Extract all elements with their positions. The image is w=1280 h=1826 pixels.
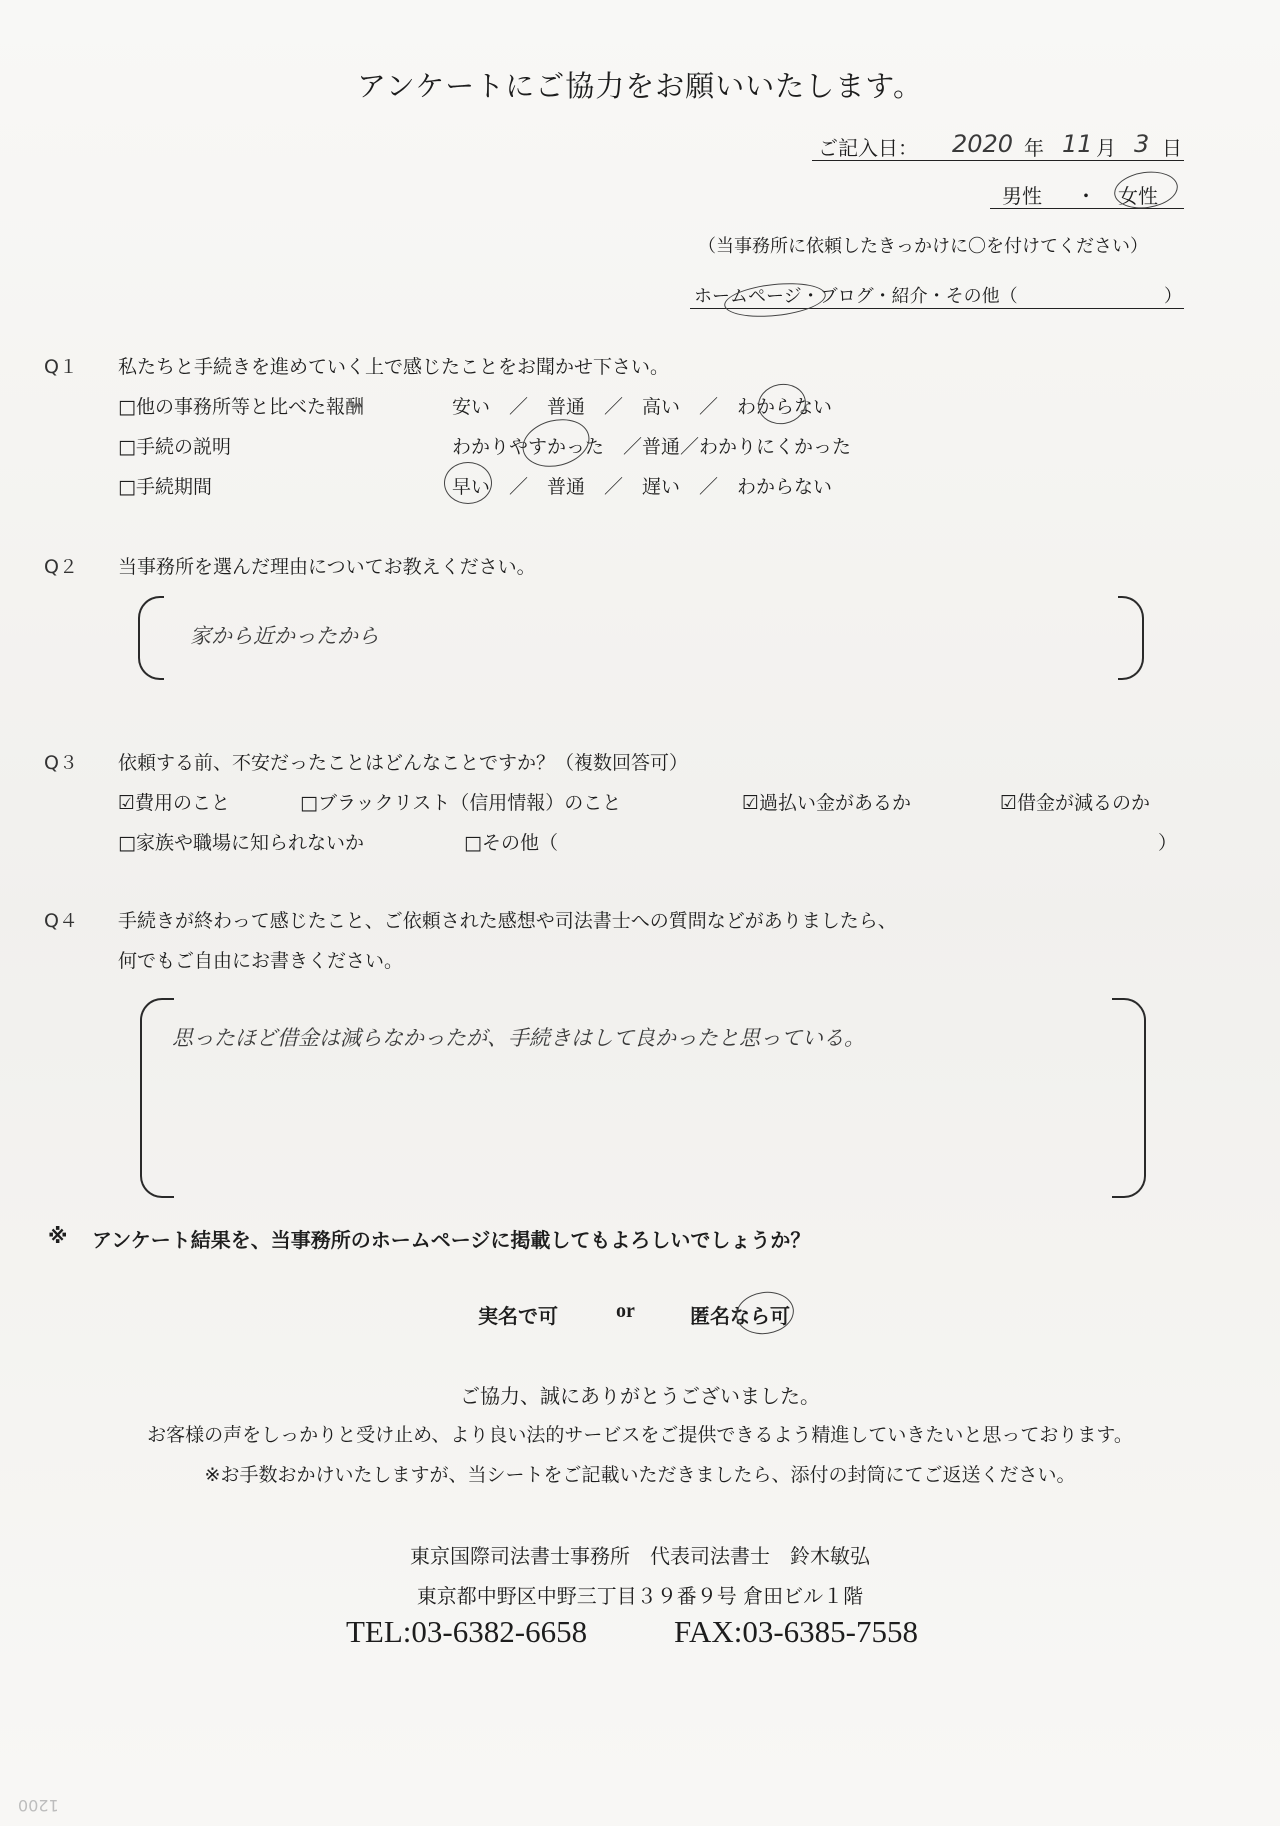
q1-item-explanation[interactable]: □手続の説明 [118, 436, 231, 458]
thanks-line1: ご協力、誠にありがとうございました。 [460, 1384, 820, 1408]
q3-option-overpayment[interactable]: ☑過払い金があるか [742, 792, 912, 814]
office-tel[interactable]: TEL:03-6382-6658 [346, 1614, 588, 1649]
date-year: 2020 [952, 130, 1014, 158]
trigger-note: （当事務所に依頼したきっかけに〇を付けてください） [698, 236, 1148, 257]
date-label: ご記入日： [818, 136, 918, 160]
q4-answer[interactable]: 思ったほど借金は減らなかったが、手続きはして良かったと思っている。 [172, 1026, 865, 1050]
date-month: 11 [1062, 130, 1093, 158]
q3-question: 依頼する前、不安だったことはどんなことですか？（複数回答可） [118, 752, 689, 774]
q1-options-fee[interactable]: 安い ／ 普通 ／ 高い ／ わからない [452, 396, 833, 418]
office-address: 東京都中野区中野三丁目３９番９号 倉田ビル１階 [416, 1584, 864, 1608]
publish-real-name[interactable]: 実名で可 [478, 1304, 558, 1328]
thanks-line3: ※お手数おかけいたしますが、当シートをご記載いただきましたら、添付の封筒にてご返送ください。 [204, 1464, 1076, 1486]
day-unit: 日 [1162, 136, 1182, 160]
q1-options-explanation[interactable]: わかりやすかった ／普通／わかりにくかった [452, 436, 852, 458]
q3-option-blacklist[interactable]: □ブラックリスト（信用情報）のこと [300, 792, 622, 814]
date-row [812, 132, 1184, 161]
trigger-close: ） [1164, 286, 1182, 307]
office-name: 東京国際司法書士事務所 代表司法書士 鈴木敏弘 [410, 1544, 870, 1568]
q1-period-circle-mark [444, 462, 492, 504]
publish-anonymous[interactable]: 匿名なら可 [690, 1304, 790, 1328]
publish-question: アンケート結果を、当事務所のホームページに掲載してもよろしいでしょうか？ [92, 1228, 811, 1252]
q4-question-line2: 何でもご自由にお書きください。 [118, 950, 404, 972]
office-fax[interactable]: FAX:03-6385-7558 [674, 1614, 918, 1649]
gender-male[interactable]: 男性 [1002, 184, 1042, 208]
q4-bracket-left [140, 998, 174, 1198]
q3-label: Q３ [44, 752, 78, 774]
margin-note: 1200 [18, 1796, 59, 1815]
gender-separator: ・ [1076, 184, 1096, 208]
q4-question-line1: 手続きが終わって感じたこと、ご依頼された感想や司法書士への質問などがありましたら、 [118, 910, 897, 932]
q2-answer[interactable]: 家から近かったから [190, 624, 379, 648]
q3-option-family[interactable]: □家族や職場に知られないか [118, 832, 364, 854]
publish-or: or [616, 1300, 635, 1322]
trigger-options[interactable]: ホームページ・ブログ・紹介・その他（ [694, 286, 1018, 307]
year-unit: 年 [1024, 136, 1044, 160]
q3-option-other[interactable]: □その他（ [464, 832, 558, 854]
q4-bracket-right [1112, 998, 1146, 1198]
q1-options-period[interactable]: 早い ／ 普通 ／ 遅い ／ わからない [452, 476, 833, 498]
q4-label: Q４ [44, 910, 78, 932]
month-unit: 月 [1096, 136, 1116, 160]
q2-bracket-right [1118, 596, 1144, 680]
q1-question: 私たちと手続きを進めていく上で感じたことをお聞かせ下さい。 [118, 356, 670, 378]
publish-mark: ※ [48, 1224, 68, 1248]
q3-option-cost[interactable]: ☑費用のこと [118, 792, 231, 814]
q1-label: Q１ [44, 356, 78, 378]
survey-title: アンケートにご協力をお願いいたします。 [357, 69, 923, 103]
thanks-line2: お客様の声をしっかりと受け止め、より良い法的サービスをご提供できるよう精進していきたいと思っております。 [147, 1424, 1133, 1446]
q1-item-period[interactable]: □手続期間 [118, 476, 212, 498]
q2-bracket-left [138, 596, 164, 680]
date-day: 3 [1134, 130, 1150, 158]
q3-option-debt-reduction[interactable]: ☑借金が減るのか [1000, 792, 1151, 814]
q2-question: 当事務所を選んだ理由についてお教えください。 [118, 556, 536, 578]
q1-item-fee[interactable]: □他の事務所等と比べた報酬 [118, 396, 364, 418]
gender-female[interactable]: 女性 [1118, 184, 1158, 208]
q3-option-other-close: ） [1158, 832, 1178, 854]
q2-label: Q２ [44, 556, 78, 578]
